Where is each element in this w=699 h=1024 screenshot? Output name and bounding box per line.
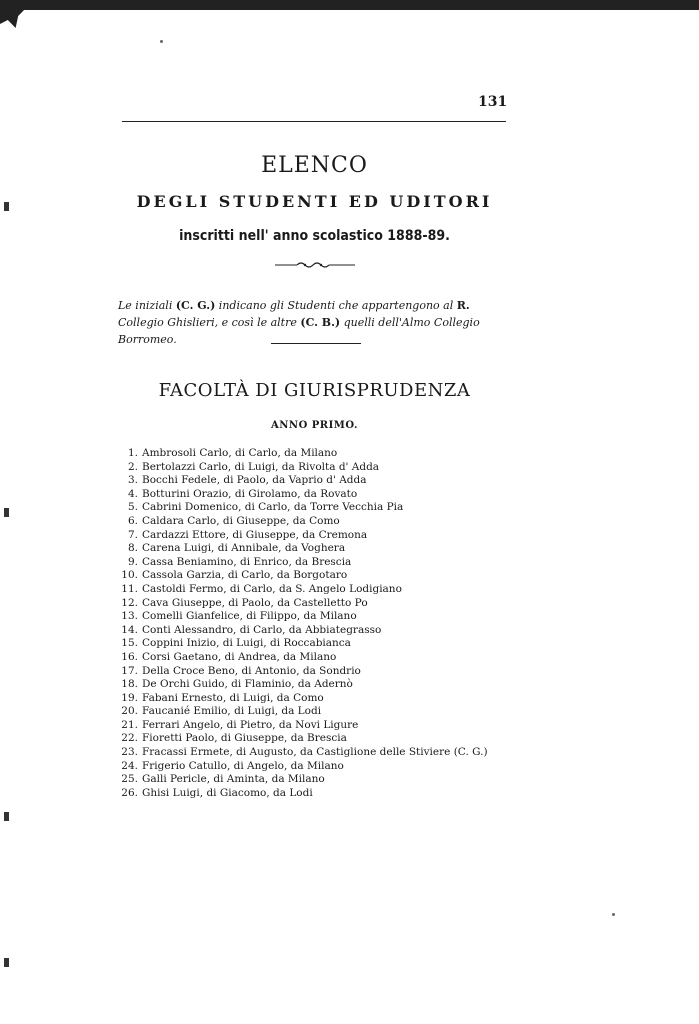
list-item [110,569,530,583]
list-item-text: Comelli Gianfelice, di Filippo, da Milano [142,610,357,623]
scan-speck [612,913,615,916]
list-item-text: Conti Alessandro, di Carlo, da Abbiategrasso [142,623,382,636]
list-item [110,501,530,515]
list-item [110,556,530,570]
list-item [110,624,530,638]
note-text: Collegio Ghislieri, e così le altre [118,316,301,329]
list-item [110,692,530,706]
list-item [110,760,530,774]
list-item [110,447,530,461]
note-abbreviation: (C. G.) [175,299,216,312]
list-item-text: Galli Pericle, di Aminta, da Milano [142,773,325,786]
list-item [110,474,530,488]
scan-corner-mark [0,8,26,28]
list-item-number: 9. [127,555,138,568]
list-item [110,529,530,543]
list-item [110,719,530,733]
list-item [110,787,530,801]
list-item-number: 11. [121,582,138,595]
list-item-text: Cabrini Domenico, di Carlo, da Torre Vecchia Pia [142,501,404,514]
list-item-number: 7. [127,528,138,541]
list-item-number: 8. [127,542,138,555]
note-text: Le iniziali [118,299,176,312]
list-item-number: 6. [127,514,138,527]
list-item [110,488,530,502]
year-heading: ANNO PRIMO. [271,420,358,431]
list-item-text: De Orchi Guido, di Flaminio, da Adernò [142,678,353,691]
list-item-number: 2. [127,460,138,473]
list-item-number: 17. [121,664,138,677]
explanatory-note [118,297,510,348]
list-item-text: Coppini Inizio, di Luigi, di Roccabianca [142,637,351,650]
list-item-text: Cardazzi Ettore, di Giuseppe, da Cremona [142,528,368,541]
main-title: ELENCO [261,153,368,178]
list-item [110,583,530,597]
list-item-number: 10. [121,569,138,582]
list-item-number: 20. [121,705,138,718]
note-abbreviation: R. [456,299,470,312]
list-item-number: 18. [121,678,138,691]
list-item-number: 16. [121,650,138,663]
list-item [110,651,530,665]
margin-mark [4,508,9,517]
list-item [110,610,530,624]
list-item-text: Fabani Ernesto, di Luigi, da Como [142,691,324,704]
list-item [110,773,530,787]
note-abbreviation: (C. B.) [300,316,341,329]
list-item [110,665,530,679]
list-item-text: Cava Giuseppe, di Paolo, da Castelletto Po [142,596,368,609]
list-item-text: Della Croce Beno, di Antonio, da Sondrio [142,664,361,677]
note-text: quelli dell'Almo Collegio Borromeo. [118,316,480,346]
list-item-text: Carena Luigi, di Annibale, da Voghera [142,542,346,555]
list-item-number: 22. [121,732,138,745]
list-item-text: Cassola Garzia, di Carlo, da Borgotaro [142,569,348,582]
list-item [110,637,530,651]
list-item [110,515,530,529]
ornament-divider [275,261,355,269]
header-rule [122,121,506,122]
section-rule [271,343,361,344]
list-item-number: 12. [121,596,138,609]
page-number: 131 [478,94,508,110]
list-item-number: 25. [121,773,138,786]
list-item-number: 1. [127,447,138,459]
list-item [110,461,530,475]
list-item-text: Corsi Gaetano, di Andrea, da Milano [142,650,337,663]
list-item [110,746,530,760]
list-item-number: 5. [127,501,138,514]
list-item-text: Fracassi Ermete, di Augusto, da Castiglione delle Stiviere (C. G.) [142,746,488,759]
list-item-number: 23. [121,746,138,759]
list-item-number: 26. [121,786,138,799]
scan-top-edge [0,0,699,10]
list-item-text: Ferrari Angelo, di Pietro, da Novi Ligure [142,718,359,731]
list-item-number: 24. [121,759,138,772]
list-item [110,732,530,746]
list-item-number: 19. [121,691,138,704]
margin-mark [4,958,9,967]
subtitle: DEGLI STUDENTI ED UDITORI [136,192,493,211]
list-item-text: Castoldi Fermo, di Carlo, da S. Angelo Lodigiano [142,582,402,595]
list-item-number: 15. [121,637,138,650]
list-item [110,542,530,556]
academic-year-line: inscritti nell' anno scolastico 1888-89. [179,228,450,244]
list-item-text: Faucanié Emilio, di Luigi, da Lodi [142,705,322,718]
list-item [110,678,530,692]
list-item [110,705,530,719]
list-item-text: Cassa Beniamino, di Enrico, da Brescia [142,555,352,568]
list-item-number: 3. [127,474,138,487]
scan-speck [160,40,163,43]
list-item-text: Bocchi Fedele, di Paolo, da Vaprio d' Adda [142,474,367,487]
list-item-number: 13. [121,610,138,623]
list-item [110,597,530,611]
list-item-text: Ghisi Luigi, di Giacomo, da Lodi [142,786,313,799]
faculty-title: FACOLTÀ DI GIURISPRUDENZA [158,380,471,401]
list-item-number: 14. [121,623,138,636]
list-item-text: Fioretti Paolo, di Giuseppe, da Brescia [142,732,347,745]
list-item-text: Caldara Carlo, di Giuseppe, da Como [142,514,340,527]
note-text: indicano gli Studenti che appartengono al [215,299,457,312]
student-list [110,447,530,800]
margin-mark [4,812,9,821]
list-item-text: Ambrosoli Carlo, di Carlo, da Milano [142,447,338,459]
list-item-text: Bertolazzi Carlo, di Luigi, da Rivolta d' Adda [142,460,380,473]
list-item-number: 21. [121,718,138,731]
list-item-text: Frigerio Catullo, di Angelo, da Milano [142,759,344,772]
list-item-text: Botturini Orazio, di Girolamo, da Rovato [142,487,358,500]
list-item-number: 4. [127,487,138,500]
